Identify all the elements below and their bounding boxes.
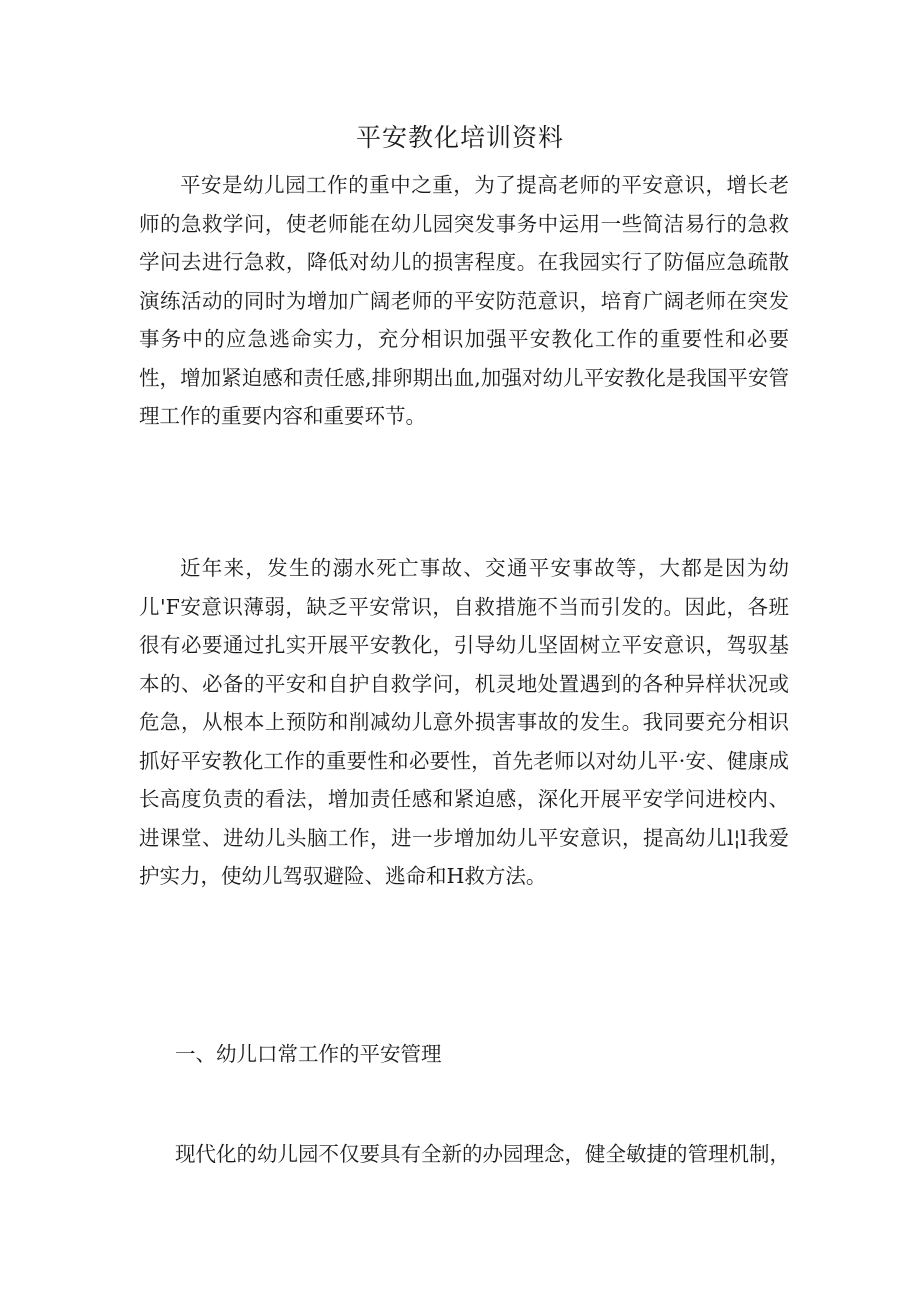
- paragraph-intro: 平安是幼儿园工作的重中之重，为了提高老师的平安意识，增长老师的急救学问，使老师能在幼儿园突发事务中运用一些简洁易行的急救学问去进行急救，降低对幼儿的损害程度。在我园实行了防偪应急疏散演练活动的同时为增加广阔老师的平安防范意识，培育广阔老师在突发事务中的应急逃命实力，充分相识加强平安教化工作的重要性和必要性，增加紧迫感和责任感,排卵期出血,加强对幼儿平安教化是我国平安管理工作的重要内容和重要环节。: [139, 173, 789, 428]
- document-title: 平安教化培训资料: [355, 123, 564, 152]
- paragraph-accidents: 近年来，发生的溺水死亡事故、交通平安事故等，大都是因为幼儿'F安意识薄弱，缺乏平安常识，自救措施不当而引发的。因此，各班很有必要通过扎实开展平安教化，引导幼儿坚固树立平安意识，驾驭基本的、必备的平安和自护自救学问，机灵地处置遇到的各种异样状况或危急，从根本上预防和削减幼儿意外损害事故的发生。我同要充分相识抓好平安教化工作的重要性和必要性，首先老师以对幼儿平·安、健康成长高度负责的看法，增加责任感和紧迫感，深化开展平安学问进校内、进课堂、进幼儿头脑工作，进一步增加幼儿平安意识，提高幼儿l¦l我爱护实力，使幼儿驾驭避险、逃命和H救方法。: [139, 556, 789, 888]
- paragraph-modern-kindergarten: 现代化的幼儿园不仅要具有全新的办园理念，健全敏捷的管理机制，: [175, 1142, 790, 1166]
- section-heading: 一、幼儿口常工作的平安管理: [175, 1042, 442, 1066]
